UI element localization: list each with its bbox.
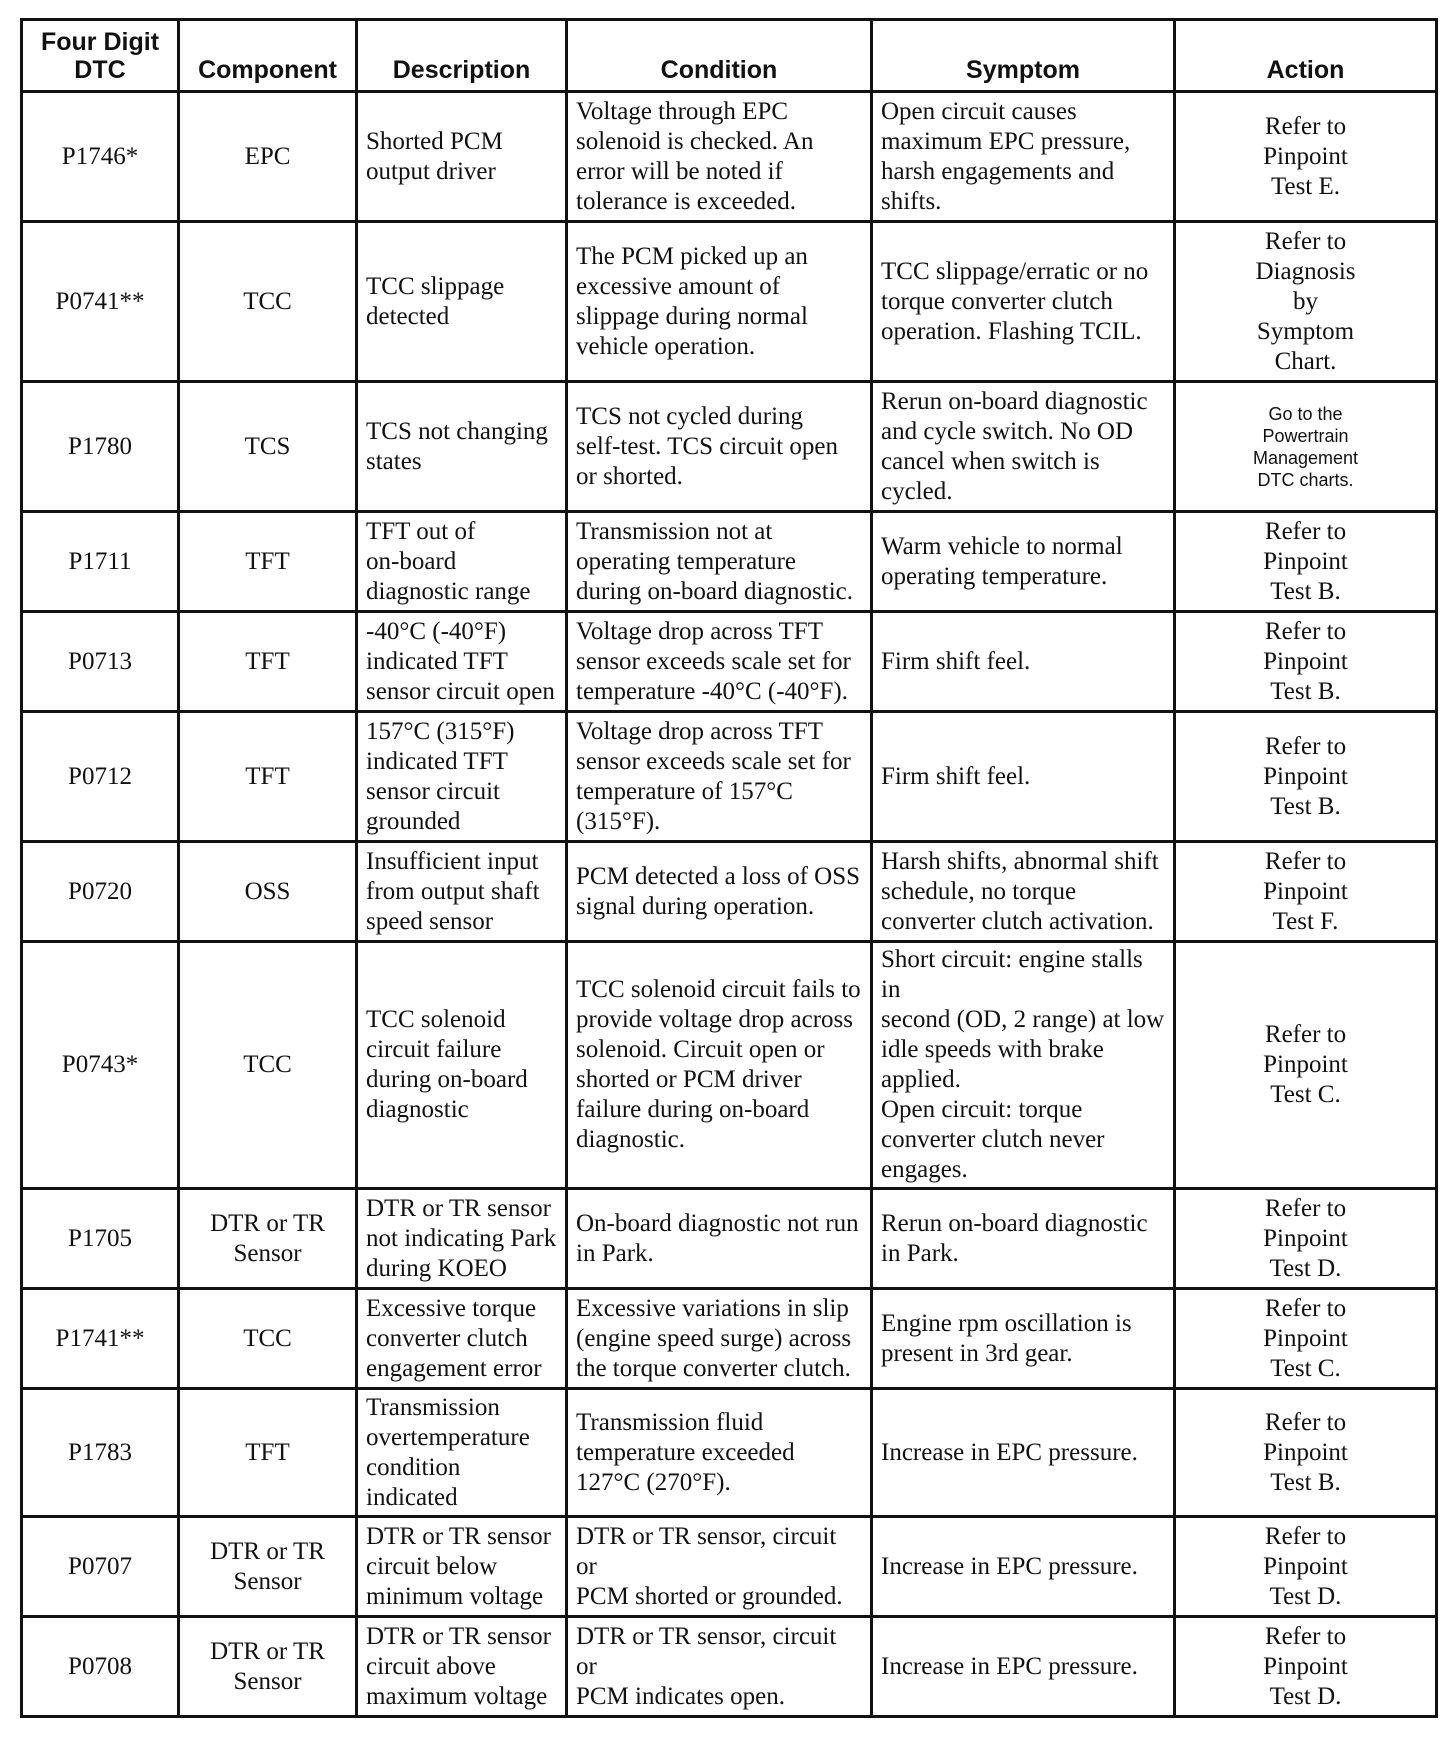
dtc-code: P0743* xyxy=(22,942,179,1189)
symptom-cell: TCC slippage/erratic or no torque converter clutch operation. Flashing TCIL. xyxy=(872,222,1175,382)
condition-cell: Voltage through EPC solenoid is checked. An error will be noted if tolerance is exceeded. xyxy=(567,92,872,222)
component-cell: DTR or TR Sensor xyxy=(179,1189,357,1289)
component-cell: TFT xyxy=(179,612,357,712)
description-cell: 157°C (315°F) indicated TFT sensor circuit grounded xyxy=(357,712,567,842)
component-cell: DTR or TR Sensor xyxy=(179,1617,357,1717)
dtc-code: P1705 xyxy=(22,1189,179,1289)
component-cell: TFT xyxy=(179,512,357,612)
action-cell: Refer to Diagnosis by Symptom Chart. xyxy=(1175,222,1437,382)
dtc-code: P1780 xyxy=(22,382,179,512)
table-row xyxy=(22,92,1437,222)
symptom-cell: Harsh shifts, abnormal shift schedule, no torque converter clutch activation. xyxy=(872,842,1175,942)
action-cell: Go to the Powertrain Management DTC charts. xyxy=(1175,382,1437,512)
table-row xyxy=(22,382,1437,512)
component-cell: EPC xyxy=(179,92,357,222)
description-cell: TCC solenoid circuit failure during on-board diagnostic xyxy=(357,942,567,1189)
condition-cell: TCC solenoid circuit fails to provide voltage drop across solenoid. Circuit open or shorted or PCM driver failure during on-board diagnostic. xyxy=(567,942,872,1189)
condition-cell: PCM detected a loss of OSS signal during operation. xyxy=(567,842,872,942)
condition-cell: Transmission fluid temperature exceeded 127°C (270°F). xyxy=(567,1389,872,1517)
component-cell: DTR or TR Sensor xyxy=(179,1517,357,1617)
header-condition: Condition xyxy=(567,20,872,92)
dtc-code: P0712 xyxy=(22,712,179,842)
component-cell: TCC xyxy=(179,222,357,382)
table-row xyxy=(22,842,1437,942)
description-cell: TCS not changing states xyxy=(357,382,567,512)
component-cell: TCC xyxy=(179,942,357,1189)
symptom-cell: Short circuit: engine stalls in second (OD, 2 range) at low idle speeds with brake applied. Open circuit: torque converter clutch never engages. xyxy=(872,942,1175,1189)
symptom-cell: Increase in EPC pressure. xyxy=(872,1617,1175,1717)
action-cell: Refer to Pinpoint Test B. xyxy=(1175,712,1437,842)
symptom-cell: Increase in EPC pressure. xyxy=(872,1389,1175,1517)
description-cell: Insufficient input from output shaft speed sensor xyxy=(357,842,567,942)
table-row xyxy=(22,712,1437,842)
table-row xyxy=(22,1617,1437,1717)
symptom-cell: Firm shift feel. xyxy=(872,612,1175,712)
description-cell: TFT out of on-board diagnostic range xyxy=(357,512,567,612)
component-cell: TCS xyxy=(179,382,357,512)
action-cell: Refer to Pinpoint Test D. xyxy=(1175,1517,1437,1617)
table-row xyxy=(22,1289,1437,1389)
action-cell: Refer to Pinpoint Test F. xyxy=(1175,842,1437,942)
table-row xyxy=(22,1517,1437,1617)
description-cell: DTR or TR sensor circuit below minimum voltage xyxy=(357,1517,567,1617)
description-cell: DTR or TR sensor not indicating Park during KOEO xyxy=(357,1189,567,1289)
description-cell: Excessive torque converter clutch engagement error xyxy=(357,1289,567,1389)
condition-cell: DTR or TR sensor, circuit or PCM shorted or grounded. xyxy=(567,1517,872,1617)
dtc-code: P1741** xyxy=(22,1289,179,1389)
symptom-cell: Rerun on-board diagnostic and cycle switch. No OD cancel when switch is cycled. xyxy=(872,382,1175,512)
header-symptom: Symptom xyxy=(872,20,1175,92)
condition-cell: The PCM picked up an excessive amount of slippage during normal vehicle operation. xyxy=(567,222,872,382)
dtc-reference-sheet xyxy=(20,18,1435,1718)
header-row xyxy=(22,20,1437,92)
dtc-code: P1746* xyxy=(22,92,179,222)
dtc-code: P0720 xyxy=(22,842,179,942)
action-cell: Refer to Pinpoint Test E. xyxy=(1175,92,1437,222)
table-row xyxy=(22,222,1437,382)
header-description: Description xyxy=(357,20,567,92)
header-action: Action xyxy=(1175,20,1437,92)
condition-cell: Voltage drop across TFT sensor exceeds scale set for temperature -40°C (-40°F). xyxy=(567,612,872,712)
header-component: Component xyxy=(179,20,357,92)
description-cell: DTR or TR sensor circuit above maximum voltage xyxy=(357,1617,567,1717)
action-cell: Refer to Pinpoint Test D. xyxy=(1175,1189,1437,1289)
description-cell: Transmission overtemperature condition indicated xyxy=(357,1389,567,1517)
table-row xyxy=(22,512,1437,612)
description-cell: Shorted PCM output driver xyxy=(357,92,567,222)
dtc-code: P1711 xyxy=(22,512,179,612)
dtc-code: P1783 xyxy=(22,1389,179,1517)
action-cell: Refer to Pinpoint Test C. xyxy=(1175,942,1437,1189)
component-cell: TFT xyxy=(179,712,357,842)
condition-cell: Transmission not at operating temperature during on-board diagnostic. xyxy=(567,512,872,612)
table-row xyxy=(22,942,1437,1189)
description-cell: TCC slippage detected xyxy=(357,222,567,382)
condition-cell: Voltage drop across TFT sensor exceeds scale set for temperature of 157°C (315°F). xyxy=(567,712,872,842)
symptom-cell: Warm vehicle to normal operating temperature. xyxy=(872,512,1175,612)
symptom-cell: Open circuit causes maximum EPC pressure, harsh engagements and shifts. xyxy=(872,92,1175,222)
dtc-code: P0708 xyxy=(22,1617,179,1717)
symptom-cell: Increase in EPC pressure. xyxy=(872,1517,1175,1617)
component-cell: TFT xyxy=(179,1389,357,1517)
dtc-code: P0713 xyxy=(22,612,179,712)
dtc-code: P0707 xyxy=(22,1517,179,1617)
header-dtc: Four Digit DTC xyxy=(22,20,179,92)
dtc-table xyxy=(20,18,1438,1718)
component-cell: TCC xyxy=(179,1289,357,1389)
condition-cell: Excessive variations in slip (engine speed surge) across the torque converter clutch. xyxy=(567,1289,872,1389)
condition-cell: TCS not cycled during self-test. TCS circuit open or shorted. xyxy=(567,382,872,512)
action-cell: Refer to Pinpoint Test D. xyxy=(1175,1617,1437,1717)
component-cell: OSS xyxy=(179,842,357,942)
description-cell: -40°C (-40°F) indicated TFT sensor circuit open xyxy=(357,612,567,712)
condition-cell: On-board diagnostic not run in Park. xyxy=(567,1189,872,1289)
symptom-cell: Engine rpm oscillation is present in 3rd gear. xyxy=(872,1289,1175,1389)
symptom-cell: Firm shift feel. xyxy=(872,712,1175,842)
table-row xyxy=(22,1389,1437,1517)
action-cell: Refer to Pinpoint Test B. xyxy=(1175,1389,1437,1517)
symptom-cell: Rerun on-board diagnostic in Park. xyxy=(872,1189,1175,1289)
dtc-code: P0741** xyxy=(22,222,179,382)
table-row xyxy=(22,612,1437,712)
action-cell: Refer to Pinpoint Test B. xyxy=(1175,512,1437,612)
action-cell: Refer to Pinpoint Test B. xyxy=(1175,612,1437,712)
condition-cell: DTR or TR sensor, circuit or PCM indicates open. xyxy=(567,1617,872,1717)
table-row xyxy=(22,1189,1437,1289)
action-cell: Refer to Pinpoint Test C. xyxy=(1175,1289,1437,1389)
